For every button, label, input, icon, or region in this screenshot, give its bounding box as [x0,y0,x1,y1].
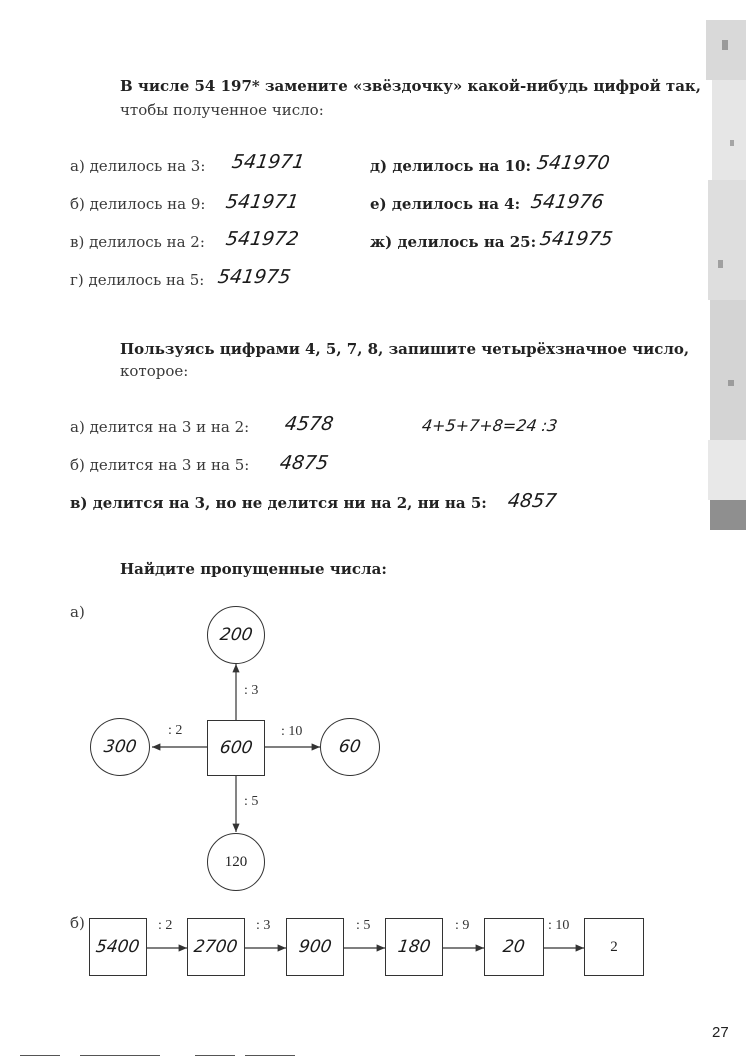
task1-item-a-answer: 541971 [230,151,307,173]
node-center-value: 600 [218,738,254,758]
chain-box-1-value: 5400 [94,937,142,957]
task1-item-b-answer: 541971 [224,191,301,213]
node-left-value: 300 [102,737,138,757]
task1-item-e-answer: 541976 [529,191,606,213]
chain-box-2-value: 2700 [192,937,240,957]
task3-intro: Найдите пропущенные числа: [120,560,387,578]
task1-item-zh-label: ж) делилось на 25: [370,233,537,251]
op-right: : 10 [281,724,303,739]
task1-item-zh-answer: 541975 [538,228,615,250]
task1-intro-line2: чтобы полученное число: [120,101,324,119]
task2-item-v-answer: 4857 [506,490,558,512]
diagram-a-label: а) [70,603,85,621]
op-left: : 2 [168,723,183,738]
chain-box-5 [484,918,544,976]
bottom-rule-1 [20,1055,60,1056]
chain-box-6 [584,918,644,976]
node-bottom-value: 120 [224,853,248,870]
task2-intro-line1: Пользуясь цифрами 4, 5, 7, 8, запишите четырёхзначное число, [120,340,690,358]
node-right-circle [320,718,380,776]
chain-op-2: : 3 [256,918,271,933]
chain-box-6-value: 2 [610,938,618,955]
task1-item-v-label: в) делилось на 2: [70,233,205,251]
node-top-value: 200 [218,625,254,645]
scan-edge-noise [700,0,750,540]
chain-op-1: : 2 [158,918,173,933]
task1-item-d-label: д) делилось на 10: [370,157,532,175]
node-right-value: 60 [337,737,363,757]
task1-item-v-answer: 541972 [224,228,301,250]
bottom-rule-3 [195,1055,235,1056]
task2-item-a-label: а) делится на 3 и на 2: [70,418,250,436]
node-center-box [207,720,265,776]
bottom-rule-2 [80,1055,160,1056]
bottom-rule-4 [245,1055,295,1056]
op-up: : 3 [244,683,259,698]
chain-box-5-value: 20 [501,937,527,957]
task1-item-g-label: г) делилось на 5: [70,271,205,289]
task2-item-b-label: б) делится на 3 и на 5: [70,456,250,474]
chain-op-5: : 10 [548,918,570,933]
diagram-b-label: б) [70,914,85,932]
chain-box-3 [286,918,344,976]
op-down: : 5 [244,794,259,809]
task1-item-g-answer: 541975 [216,266,293,288]
task1-item-b-label: б) делилось на 9: [70,195,206,213]
chain-box-4 [385,918,443,976]
task1-item-d-answer: 541970 [535,152,612,174]
task2-intro-line2: которое: [120,362,189,380]
chain-op-3: : 5 [356,918,371,933]
chain-box-4-value: 180 [396,937,432,957]
page-number: 27 [712,1024,729,1041]
chain-box-2 [187,918,245,976]
task1-item-a-label: а) делилось на 3: [70,157,206,175]
chain-box-1 [89,918,147,976]
node-top-circle [207,606,265,664]
chain-op-4: : 9 [455,918,470,933]
node-left-circle [90,718,150,776]
task1-item-e-label: е) делилось на 4: [370,195,521,213]
chain-box-3-value: 900 [297,937,333,957]
task2-item-a-answer: 4578 [283,413,335,435]
node-bottom-circle [207,833,265,891]
task2-note: 4+5+7+8=24 :3 [420,416,559,435]
task2-item-v-label: в) делится на 3, но не делится ни на 2, ни на 5: [70,494,487,512]
task1-intro-line1: В числе 54 197* замените «звёздочку» какой-нибудь цифрой так, [120,77,701,95]
task2-item-b-answer: 4875 [278,452,330,474]
